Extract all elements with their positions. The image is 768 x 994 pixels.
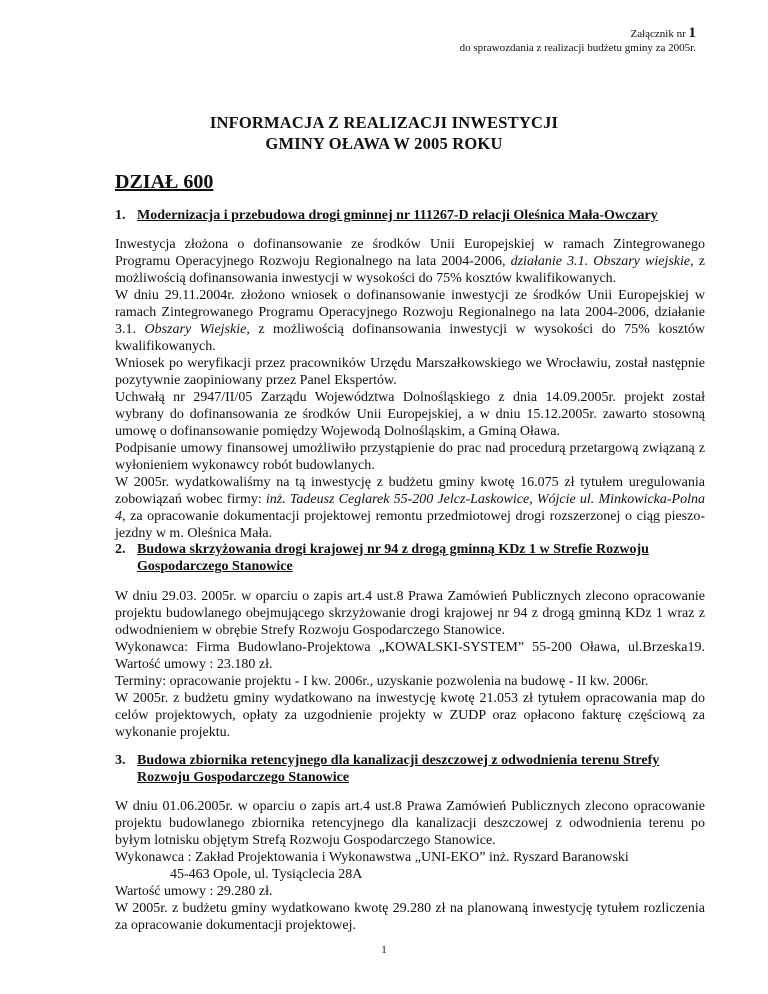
section-3-number: 3. <box>115 753 126 768</box>
section-3-title: Budowa zbiornika retencyjnego dla kanalizacji deszczowej z odwodnienia terenu Strefy Rozwoju Gospodarczego Stanowice <box>137 753 660 785</box>
s2-paragraph-2: Wykonawca: Firma Budowlano-Projektowa „KOWALSKI-SYSTEM” 55-200 Oława, ul.Brzeska19. Wartość umowy : 23.180 zł. <box>115 640 705 672</box>
s1-paragraph-1 <box>115 236 705 287</box>
s1-p2-text: W dniu 29.11.2004r. złożono wniosek o dofinansowanie inwestycji ze środków Unii Europejskiej w ramach Zintegrowanego Programu Operacyjnego Rozwoju Regionalnego na lata 2004-2006, działanie 3.1. <box>115 288 705 337</box>
s3-paragraph-3: 45-463 Opole, ul. Tysiąclecia 28A <box>170 867 363 882</box>
section-2-title: Budowa skrzyżowania drogi krajowej nr 94 z drogą gminną KDz 1 w Strefie Rozwoju Gospodarczego Stanowice <box>137 542 649 574</box>
s1-p1-tail: , z możliwością dofinansowania inwestycji w wysokości do 75% kosztów kwalifikowanych. <box>115 254 705 286</box>
s1-paragraph-3: Wniosek po weryfikacji przez pracowników Urzędu Marszałkowskiego we Wrocławiu, został następnie pozytywnie zaopiniowany przez Panel Ekspertów. <box>115 356 705 388</box>
section-2-body <box>115 588 705 741</box>
section-1-title: Modernizacja i przebudowa drogi gminnej nr 111267-D relacji Oleśnica Mała-Owczary <box>137 208 658 223</box>
s1-p1-text: Inwestycja złożona o dofinansowanie ze środków Unii Europejskiej w ramach Zintegrowanego Programu Operacyjnego Rozwoju Regionalnego na lata 2004-2006, <box>115 237 705 269</box>
section-1-body <box>115 236 705 542</box>
s1-paragraph-2 <box>115 287 705 355</box>
s2-paragraph-1: W dniu 29.03. 2005r. w oparciu o zapis art.4 ust.8 Prawa Zamówień Publicznych zlecono opracowanie projektu budowlanego obejmującego skrzyżowanie drogi krajowej nr 94 z drogą gminną KDz 1 wraz z odwodnieniem w obrębie Strefy Rozwoju Gospodarczego Stanowice. <box>115 589 705 638</box>
s3-paragraph-4: Wartość umowy : 29.280 zł. <box>115 884 273 899</box>
s3-paragraph-2: Wykonawca : Zakład Projektowania i Wykonawstwa „UNI-EKO” inż. Ryszard Baranowski <box>115 850 629 865</box>
s3-paragraph-5: W 2005r. z budżetu gminy wydatkowano kwotę 29.280 zł na planowaną inwestycję tytułem rozliczenia za opracowanie dokumentacji projektowej. <box>115 901 705 933</box>
annex-note <box>460 26 696 55</box>
s1-p6-italic: inż. Tadeusz Ceglarek 55-200 Jelcz-Laskowice, Wójcie ul. Minkowicka-Polna 4 <box>115 492 705 524</box>
section-1-heading <box>115 207 705 224</box>
section-2-number: 2. <box>115 542 126 557</box>
annex-label: Załącznik nr <box>630 28 689 40</box>
s1-paragraph-4: Uchwałą nr 2947/II/05 Zarządu Województwa Dolnośląskiego z dnia 14.09.2005r. projekt został wybrany do dofinansowania ze środków Unii Europejskiej, a w dniu 15.12.2005r. zawarto stosowną umowę o dofinansowanie pomiędzy Wojewodą Dolnośląskim, a Gminą Oława. <box>115 390 705 439</box>
section-2-heading <box>115 541 705 575</box>
annex-number: 1 <box>688 25 696 41</box>
s1-p2-tail: , z możliwością dofinansowania inwestycji w wysokości do 75% kosztów kwalifikowanych. <box>115 322 705 354</box>
s1-p6-text: W 2005r. wydatkowaliśmy na tą inwestycję z budżetu gminy kwotę 16.075 zł tytułem uregulowania zobowiązań wobec firmy: <box>115 475 705 507</box>
s2-paragraph-4: W 2005r. z budżetu gminy wydatkowano na inwestycję kwotę 21.053 zł tytułem opracowania map do celów projektowych, opłaty za uzgodnienie projekty w ZUDP oraz opłacono fakturę częściową za wykonanie projektu. <box>115 691 705 740</box>
s1-paragraph-6 <box>115 474 705 542</box>
s1-paragraph-5: Podpisanie umowy finansowej umożliwiło przystąpienie do prac nad procedurą przetargową związaną z wyłonieniem wykonawcy robót budowlanych. <box>115 441 705 473</box>
section-3-heading <box>115 752 705 786</box>
title-line-1: INFORMACJA Z REALIZACJI INWESTYCJI <box>209 113 559 132</box>
section-3-body <box>115 798 705 934</box>
s3-paragraph-1: W dniu 01.06.2005r. w oparciu o zapis art.4 ust.8 Prawa Zamówień Publicznych zlecono opracowanie projektu budowlanego zbiornika retencyjnego dla kanalizacji deszczowej z odwodnienia terenu po byłym lotnisku objętym Strefą Rozwoju Gospodarczego Stanowice. <box>115 799 705 848</box>
title-line-2: GMINY OŁAWA W 2005 ROKU <box>265 134 503 153</box>
annex-subtitle: do sprawozdania z realizacji budżetu gminy za 2005r. <box>459 42 696 54</box>
s1-p1-italic: działanie 3.1. Obszary wiejskie <box>510 254 691 269</box>
page-number: 1 <box>381 944 387 956</box>
s1-p2-italic: Obszary Wiejskie <box>144 322 247 337</box>
section-1-number: 1. <box>115 208 126 223</box>
s1-p6-tail: , za opracowanie dokumentacji projektowej remontu przedmiotowej drogi rozszerzonej o ciąg pieszo-jezdny w m. Oleśnica Mała. <box>115 509 705 541</box>
document-title <box>0 112 768 154</box>
section-dzial: DZIAŁ 600 <box>115 171 214 193</box>
s2-paragraph-3: Terminy: opracowanie projektu - I kw. 2006r., uzyskanie pozwolenia na budowę - II kw. 2006r. <box>115 674 649 689</box>
